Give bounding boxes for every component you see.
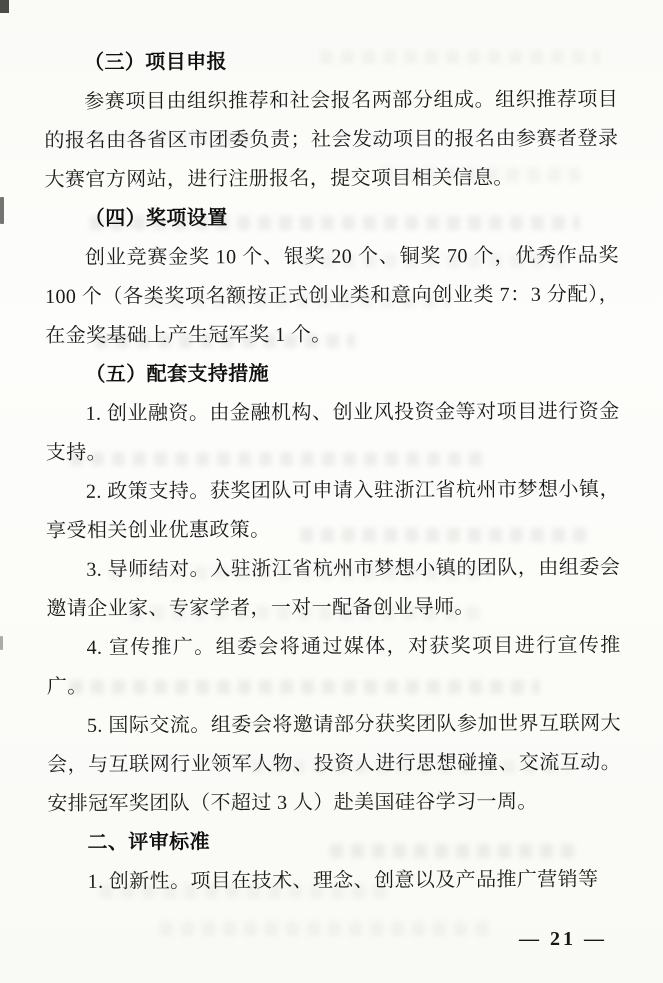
- body-paragraph-item-2: 2. 政策支持。获奖团队可申请入驻浙江省杭州市梦想小镇，享受相关创业优惠政策。: [46, 478, 620, 542]
- body-paragraph: 创业竞赛金奖 10 个、银奖 20 个、铜奖 70 个，优秀作品奖 100 个（各类奖项名额按正式创业类和意向创业类 7：3 分配），在金奖基础上产生冠军奖 1 个。: [45, 244, 620, 347]
- section-heading-award-setup: （四）奖项设置: [84, 207, 228, 230]
- body-paragraph-item-1: 1. 创业融资。由金融机构、创业风投资金等对项目进行资金支持。: [45, 400, 620, 464]
- document-body: [44, 41, 622, 901]
- section-heading-review-criteria: 二、评审标准: [87, 831, 210, 854]
- body-paragraph-item-5: 5. 国际交流。组委会将邀请部分获奖团队参加世界互联网大会，与互联网行业领军人物、投资人进行思想碰撞、交流互动。安排冠军奖团队（不超过 3 人）赴美国硅谷学习一周。: [47, 712, 622, 815]
- scan-edge-mark: [0, 636, 3, 650]
- body-paragraph: 1. 创新性。项目在技术、理念、创意以及产品推广营销等: [87, 868, 599, 893]
- bleed-through-artifact: [160, 922, 490, 936]
- scan-edge-mark: [0, 0, 9, 13]
- section-heading-project-application: （三）项目申报: [84, 51, 227, 74]
- scan-edge-mark: [0, 197, 4, 224]
- body-paragraph-item-3: 3. 导师结对。入驻浙江省杭州市梦想小镇的团队，由组委会邀请企业家、专家学者，一对一配备创业导师。: [46, 556, 621, 620]
- section-heading-support-measures: （五）配套支持措施: [85, 363, 270, 386]
- body-paragraph-item-4: 4. 宣传推广。组委会将通过媒体，对获奖项目进行宣传推广。: [46, 634, 621, 698]
- page-number: — 21 —: [519, 928, 607, 950]
- body-paragraph: 参赛项目由组织推荐和社会报名两部分组成。组织推荐项目的报名由各省区市团委负责；社会发动项目的报名由参赛者登录大赛官方网站，进行注册报名，提交项目相关信息。: [44, 88, 619, 191]
